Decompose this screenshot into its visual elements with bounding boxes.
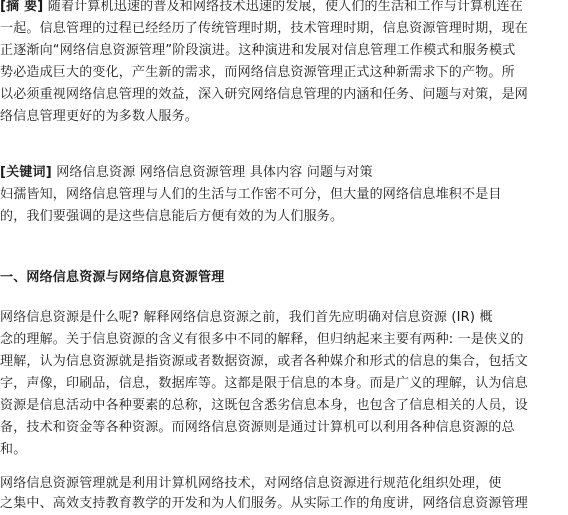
para2-line-2: 之集中、高效支持教育教学的开发和为人们服务。从实际工作的角度讲，网络信息资源管理 <box>0 496 529 511</box>
para1-line-5: 资源是信息活动中各种要素的总称，这既包含悉劣信息本身，也包含了信息相关的人员，设 <box>0 398 529 413</box>
keywords-label: [关键词] <box>0 165 52 180</box>
abstract-line-1 <box>0 0 568 18</box>
section-heading: 一、网络信息资源与网络信息资源管理 <box>0 270 225 285</box>
para2-line-1: 网络信息资源管理就是利用计算机网络技术，对网络信息资源进行规范化组织处理，使 <box>0 476 502 491</box>
para1-line-6: 备，技术和资金等各种资源。而网络信息资源则是通过计算机可以利用各种信息资源的总 <box>0 420 515 435</box>
abstract-line-5: 以必须重视网络信息管理的效益，深入研究网络信息管理的内涵和任务、问题与对策，是网 <box>0 87 529 102</box>
para1-line-3: 理解，认为信息资源就是指资源或者数据资源，或者各种媒介和形式的信息的集合，包括文 <box>0 354 529 369</box>
keywords-text: 网络信息资源 网络信息资源管理 具体内容 问题与对策 <box>51 165 373 180</box>
abstract-line-3: 正逐渐向“网络信息资源管理”阶段演进。这种演进和发展对信息管理工作模式和服务模式 <box>0 43 516 58</box>
para1-line-2: 念的理解。关于信息资源的含义有很多中不同的解释，但归纳起来主要有两种: 一是侠义的 <box>0 332 524 347</box>
abstract-line-6: 络信息管理更好的为多数人服务。 <box>0 109 199 124</box>
abstract-line-2: 一起。信息管理的过程已经经历了传统管理时期，技术管理时期，信息资源管理时期，现在 <box>0 21 529 36</box>
abstract-line-4: 势必造成巨大的变化，产生新的需求，而网络信息资源管理正式这种新需求下的产物。所 <box>0 65 515 80</box>
abstract-label: [摘 要] <box>0 0 44 14</box>
para1-line-4: 字，声像，印刷品，信息，数据库等。这都是限于信息的本身。而是广义的理解，认为信息 <box>0 376 529 391</box>
intro-line-2: 的，我们要强调的是这些信息能后方便有效的为人们服务。 <box>0 209 344 224</box>
keywords-line <box>0 162 568 184</box>
intro-line-1: 妇孺皆知，网络信息管理与人们的生活与工作密不可分，但大量的网络信息堆积不是目 <box>0 187 502 202</box>
abstract-text-1: 随着计算机迅速的普及和网络技术迅速的发展，使人们的生活和工作与计算机连在 <box>43 0 523 14</box>
para1-line-1: 网络信息资源是什么呢? 解释网络信息资源之前，我们首先应明确对信息资源 (IR) 概 <box>0 310 493 325</box>
para1-line-7: 和。 <box>0 442 27 457</box>
